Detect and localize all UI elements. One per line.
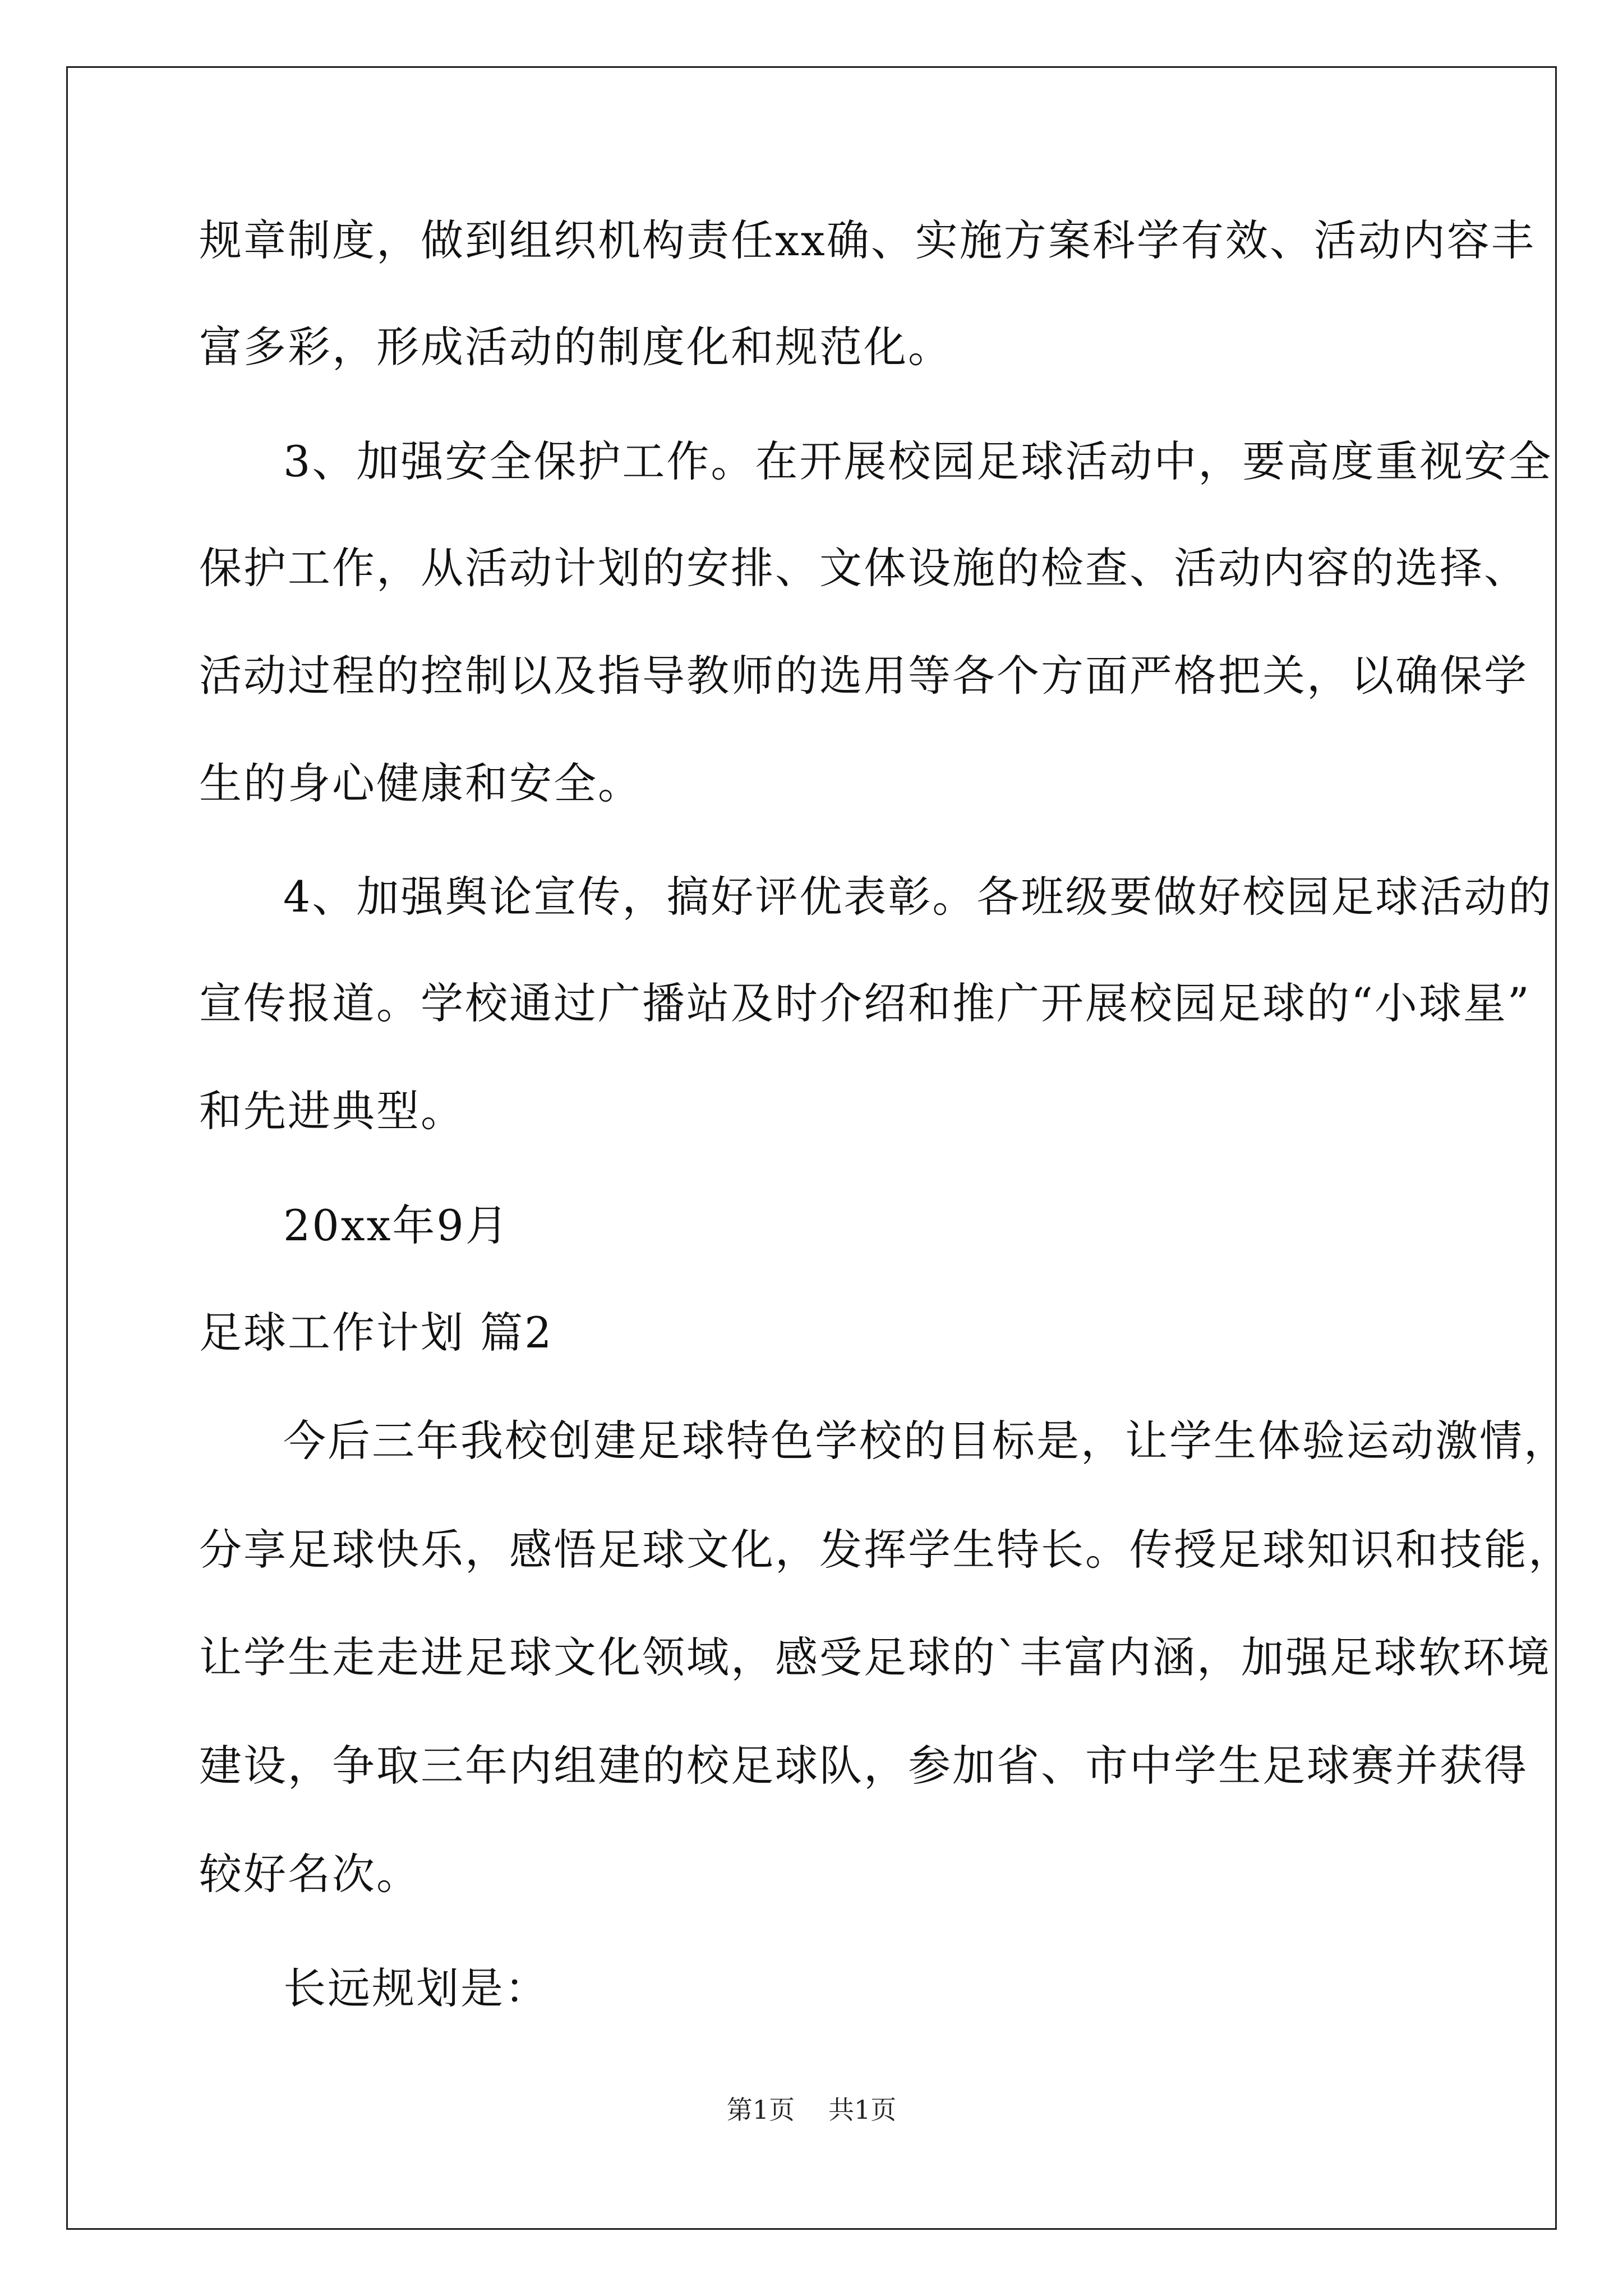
paragraph-line: 宣传报道。学校通过广播站及时介绍和推广开展校园足球的“小球星” bbox=[199, 978, 1531, 1028]
paragraph-line: 生的身心健康和安全。 bbox=[199, 758, 642, 808]
paragraph-line: 和先进典型。 bbox=[199, 1086, 465, 1136]
paragraph-line: 较好名次。 bbox=[199, 1849, 421, 1899]
paragraph-line: 让学生走走进足球文化领域，感受足球的`丰富内涵，加强足球软环境 bbox=[199, 1632, 1551, 1682]
paragraph-line: 活动过程的控制以及指导教师的选用等各个方面严格把关，以确保学 bbox=[199, 651, 1528, 701]
paragraph-line: 长远规划是： bbox=[283, 1963, 549, 2013]
page-border bbox=[66, 66, 1557, 2230]
paragraph-line: 3、加强安全保护工作。在开展校园足球活动中，要高度重视安全 bbox=[283, 436, 1553, 486]
paragraph-line: 保护工作，从活动计划的安排、文体设施的检查、活动内容的选择、 bbox=[199, 543, 1528, 593]
paragraph-line: 富多彩，形成活动的制度化和规范化。 bbox=[199, 322, 952, 372]
paragraph-line: 4、加强舆论宣传，搞好评优表彰。各班级要做好校园足球活动的 bbox=[283, 872, 1553, 922]
paragraph-line: 建设，争取三年内组建的校足球队，参加省、市中学生足球赛并获得 bbox=[199, 1741, 1528, 1791]
page-number: 第1页 bbox=[726, 2095, 795, 2125]
section-heading: 足球工作计划 篇2 bbox=[199, 1308, 554, 1358]
page-footer bbox=[0, 2093, 1623, 2127]
paragraph-line: 分享足球快乐，感悟足球文化，发挥学生特长。传授足球知识和技能， bbox=[199, 1525, 1573, 1575]
date-line: 20xx年9月 bbox=[283, 1200, 510, 1250]
paragraph-line: 规章制度，做到组织机构责任xx确、实施方案科学有效、活动内容丰 bbox=[199, 215, 1536, 265]
page-total: 共1页 bbox=[828, 2095, 897, 2125]
paragraph-line: 今后三年我校创建足球特色学校的目标是，让学生体验运动激情， bbox=[283, 1416, 1568, 1466]
